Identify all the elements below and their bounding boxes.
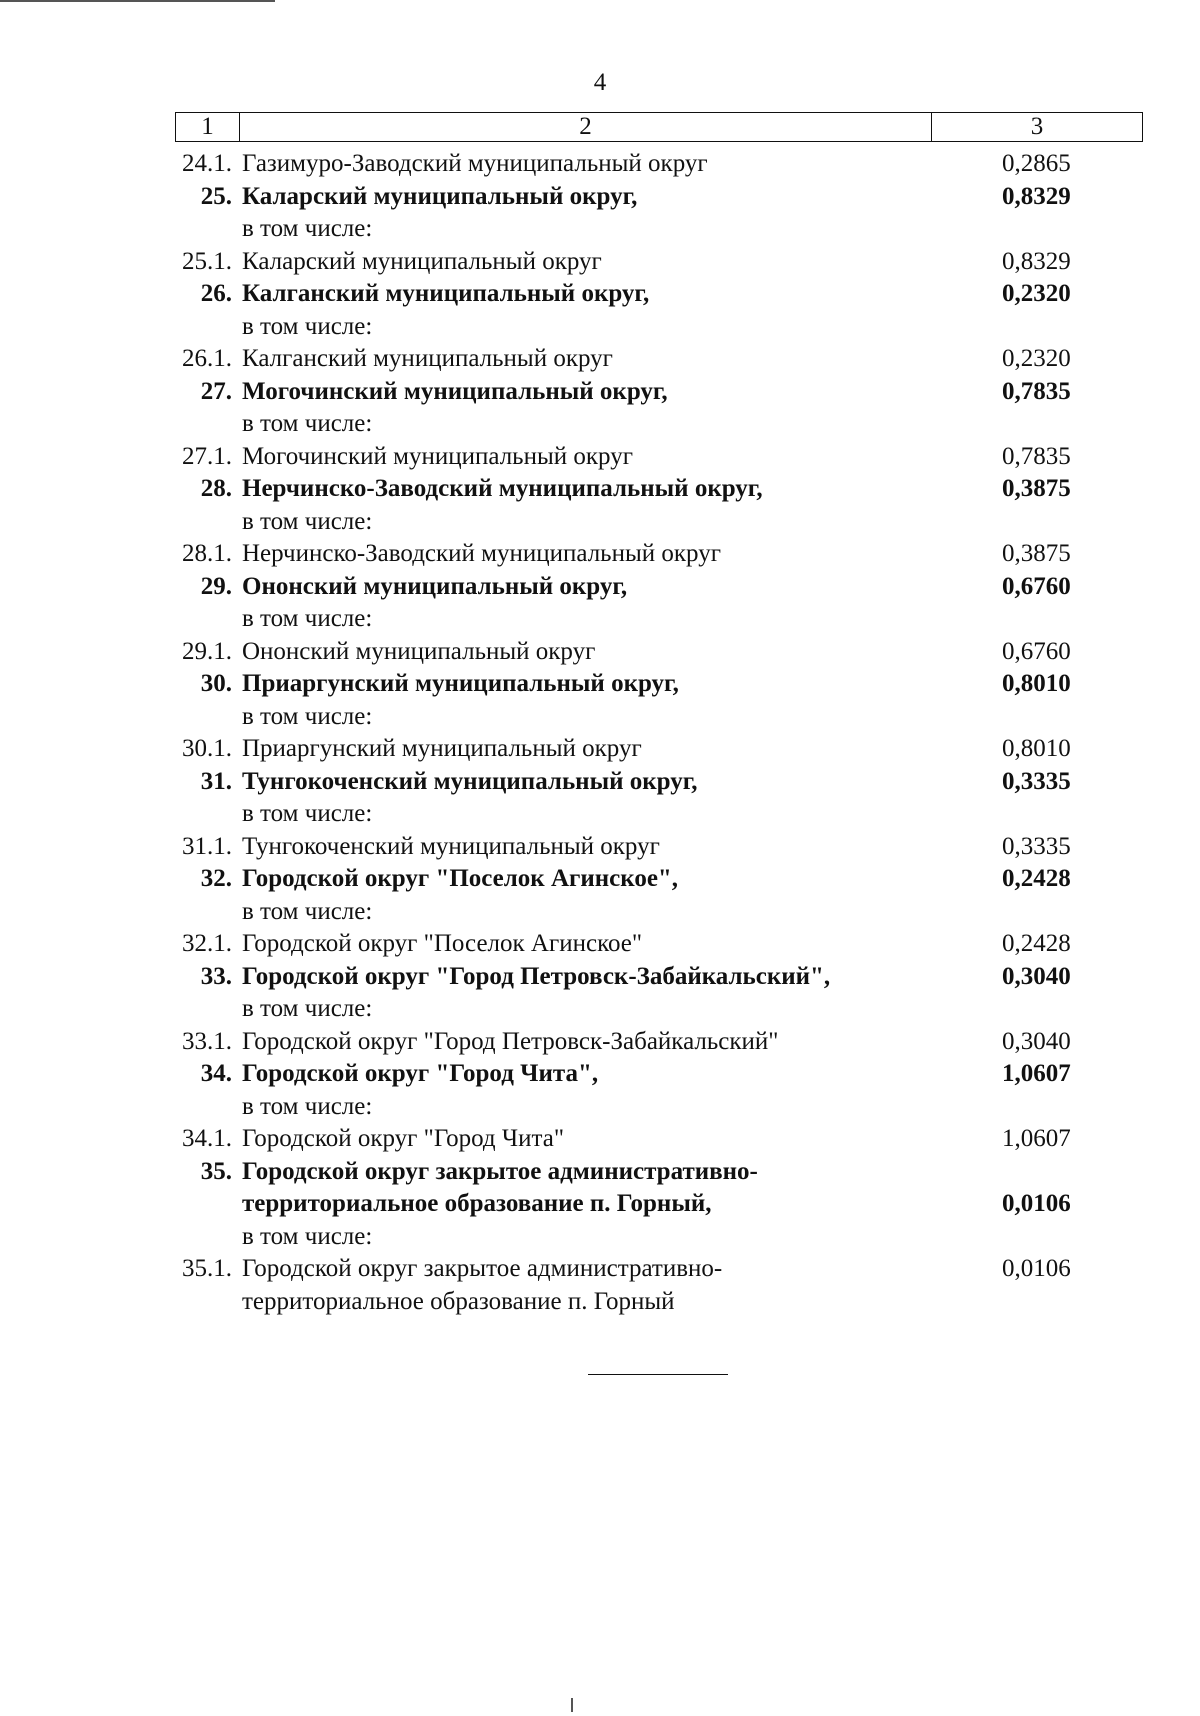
row-number: 28. xyxy=(200,475,232,502)
row-name: Городской округ "Город Петровск-Забайкальский", xyxy=(242,962,831,990)
table-row xyxy=(0,1156,1200,1189)
table-row xyxy=(0,571,1200,604)
row-value: 0,8010 xyxy=(1002,670,1071,697)
row-value: 0,3040 xyxy=(1002,962,1071,990)
row-name: в том числе: xyxy=(242,312,373,340)
row-name: Городской округ закрытое административно- xyxy=(242,1157,758,1185)
row-number: 29. xyxy=(200,572,232,600)
row-value: 0,2428 xyxy=(1002,865,1071,892)
row-name: Могочинский муниципальный округ xyxy=(242,442,633,470)
row-number: 28.1. xyxy=(182,540,232,567)
row-number: 26.1. xyxy=(182,345,232,372)
row-value: 0,6760 xyxy=(1002,637,1071,665)
table-row xyxy=(0,408,1200,441)
row-name: в том числе: xyxy=(242,507,373,535)
table-row xyxy=(0,701,1200,734)
table-row xyxy=(0,1058,1200,1091)
header-col-3: 3 xyxy=(1030,113,1044,140)
table-row xyxy=(0,538,1200,571)
row-name: Тунгокоченский муниципальный округ, xyxy=(242,767,698,795)
row-name: Ононский муниципальный округ xyxy=(242,637,596,665)
row-value: 1,0607 xyxy=(1002,1125,1071,1152)
row-value: 0,2865 xyxy=(1002,150,1071,177)
row-name: Приаргунский муниципальный округ xyxy=(242,735,642,762)
row-name: Калганский муниципальный округ, xyxy=(242,280,650,307)
row-name: в том числе: xyxy=(242,1222,373,1250)
table-row xyxy=(0,1188,1200,1221)
table-row xyxy=(0,311,1200,344)
row-value: 0,3875 xyxy=(1002,475,1071,502)
table-row xyxy=(0,831,1200,864)
table-row xyxy=(0,766,1200,799)
row-number: 31. xyxy=(200,767,232,795)
table-row xyxy=(0,441,1200,474)
row-value: 0,3335 xyxy=(1002,767,1071,795)
row-name: Городской округ "Поселок Агинское" xyxy=(242,930,643,957)
row-value: 0,8329 xyxy=(1002,247,1071,275)
row-name: Городской округ закрытое административно- xyxy=(242,1255,723,1282)
row-name: в том числе: xyxy=(242,1092,373,1120)
row-value: 0,2320 xyxy=(1002,280,1071,307)
table-body xyxy=(0,148,1200,1318)
table-row xyxy=(0,961,1200,994)
table-row xyxy=(0,1221,1200,1254)
row-number: 30.1. xyxy=(182,735,232,762)
scan-speck xyxy=(571,1698,573,1712)
row-name: Ононский муниципальный округ, xyxy=(242,572,628,600)
row-number: 32.1. xyxy=(182,930,232,957)
table-row xyxy=(0,993,1200,1026)
row-number: 26. xyxy=(200,280,232,307)
row-name: территориальное образование п. Горный xyxy=(242,1287,675,1315)
row-value: 0,0106 xyxy=(1002,1255,1071,1282)
table-row xyxy=(0,343,1200,376)
row-value: 0,8010 xyxy=(1002,735,1071,762)
table-row xyxy=(0,278,1200,311)
row-name: в том числе: xyxy=(242,702,373,730)
row-number: 32. xyxy=(200,865,232,892)
table-row xyxy=(0,798,1200,831)
table-row xyxy=(0,733,1200,766)
row-name: Приаргунский муниципальный округ, xyxy=(242,670,679,697)
row-number: 25.1. xyxy=(182,247,232,275)
row-number: 27. xyxy=(200,377,232,405)
row-number: 35.1. xyxy=(182,1255,232,1282)
header-col-1: 1 xyxy=(176,113,240,141)
row-number: 25. xyxy=(200,182,232,210)
table-row xyxy=(0,181,1200,214)
row-value: 0,6760 xyxy=(1002,572,1071,600)
table-row xyxy=(0,1091,1200,1124)
row-value: 0,2428 xyxy=(1002,930,1071,957)
table-row xyxy=(0,636,1200,669)
row-name: в том числе: xyxy=(242,995,373,1022)
table-row xyxy=(0,1253,1200,1286)
row-name: Нерчинско-Заводский муниципальный округ, xyxy=(242,475,763,502)
table-row xyxy=(0,213,1200,246)
table-row xyxy=(0,1286,1200,1319)
row-name: Нерчинско-Заводский муниципальный округ xyxy=(242,540,721,567)
table-row xyxy=(0,603,1200,636)
table-row xyxy=(0,473,1200,506)
row-number: 31.1. xyxy=(182,832,232,860)
row-name: территориальное образование п. Горный, xyxy=(242,1190,712,1217)
table-row xyxy=(0,148,1200,181)
row-name: в том числе: xyxy=(242,897,373,925)
row-number: 29.1. xyxy=(182,637,232,665)
row-name: Городской округ "Город Петровск-Забайкальский" xyxy=(242,1027,779,1055)
row-number: 33.1. xyxy=(182,1027,232,1055)
page-number: 4 xyxy=(593,69,607,96)
row-number: 34.1. xyxy=(182,1125,232,1152)
table-row xyxy=(0,896,1200,929)
row-value: 0,0106 xyxy=(1002,1190,1071,1217)
row-name: в том числе: xyxy=(242,800,373,827)
row-name: Газимуро-Заводский муниципальный округ xyxy=(242,150,708,177)
row-number: 27.1. xyxy=(182,442,232,470)
table-row xyxy=(0,928,1200,961)
row-number: 33. xyxy=(200,962,232,990)
row-name: Каларский муниципальный округ, xyxy=(242,182,638,210)
table-header xyxy=(175,112,1143,142)
table-row xyxy=(0,1026,1200,1059)
row-number: 34. xyxy=(200,1060,232,1087)
row-name: Городской округ "Поселок Агинское", xyxy=(242,865,679,892)
row-number: 35. xyxy=(200,1157,232,1185)
row-value: 0,3040 xyxy=(1002,1027,1071,1055)
row-number: 24.1. xyxy=(182,150,232,177)
row-value: 0,3335 xyxy=(1002,832,1071,860)
row-name: в том числе: xyxy=(242,605,373,632)
row-name: Калганский муниципальный округ xyxy=(242,345,613,372)
table-row xyxy=(0,506,1200,539)
row-name: Могочинский муниципальный округ, xyxy=(242,377,668,405)
header-col-2: 2 xyxy=(240,113,932,141)
table-row xyxy=(0,246,1200,279)
row-name: Каларский муниципальный округ xyxy=(242,247,602,275)
row-value: 0,7835 xyxy=(1002,377,1071,405)
row-value: 0,7835 xyxy=(1002,442,1071,470)
row-name: в том числе: xyxy=(242,215,373,242)
end-rule xyxy=(588,1374,728,1375)
row-value: 0,2320 xyxy=(1002,345,1071,372)
scan-edge-line xyxy=(0,0,275,2)
row-name: Тунгокоченский муниципальный округ xyxy=(242,832,660,860)
row-name: Городской округ "Город Чита", xyxy=(242,1060,599,1087)
table-row xyxy=(0,376,1200,409)
row-name: в том числе: xyxy=(242,410,373,437)
table-row xyxy=(0,1123,1200,1156)
row-value: 0,3875 xyxy=(1002,540,1071,567)
row-number: 30. xyxy=(200,670,232,697)
row-value: 1,0607 xyxy=(1002,1060,1071,1087)
row-value: 0,8329 xyxy=(1002,182,1071,210)
row-name: Городской округ "Город Чита" xyxy=(242,1125,565,1152)
table-row xyxy=(0,863,1200,896)
table-row xyxy=(0,668,1200,701)
